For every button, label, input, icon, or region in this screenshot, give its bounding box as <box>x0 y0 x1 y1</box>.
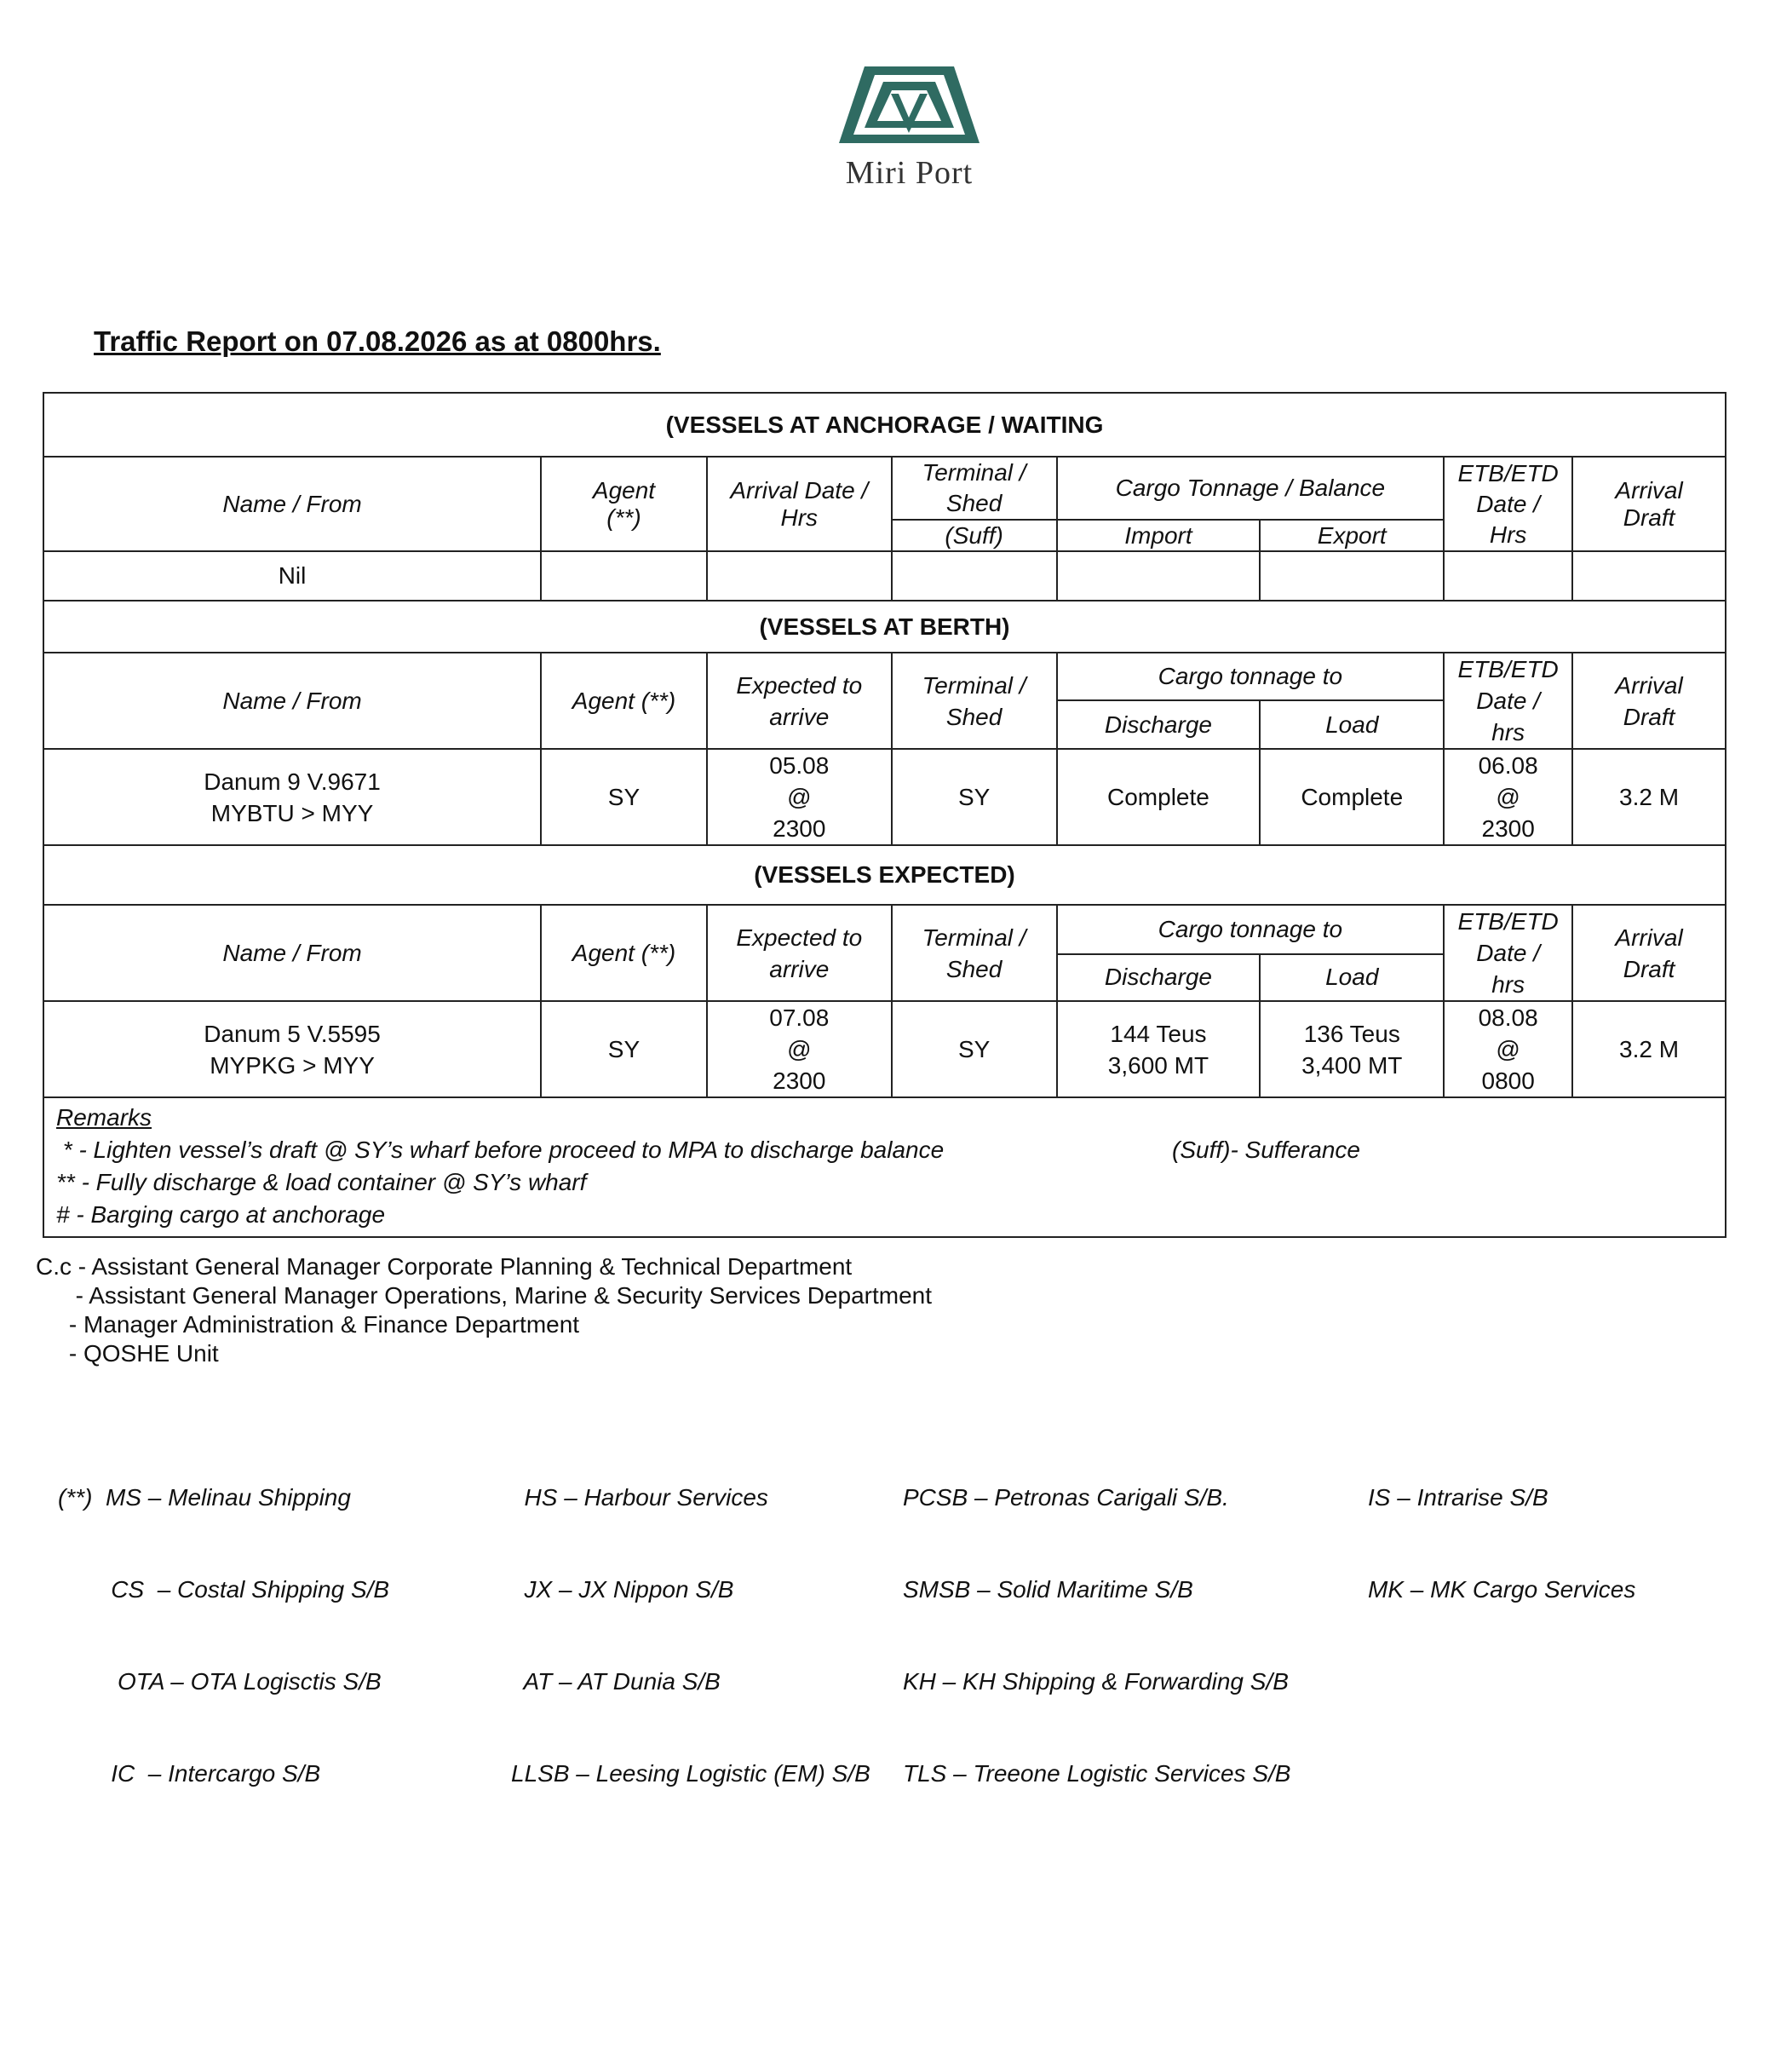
header-name: Name / From <box>43 905 541 1001</box>
anchorage-name: Nil <box>43 551 541 601</box>
header-etb: ETB/ETD Date / Hrs <box>1444 457 1572 551</box>
header-load: Load <box>1260 700 1444 749</box>
header-discharge: Discharge <box>1057 954 1261 1002</box>
legend-item: PCSB – Petronas Carigali S/B. <box>903 1484 1229 1511</box>
expected-section-header <box>43 845 1726 905</box>
header-discharge: Discharge <box>1057 700 1261 749</box>
cc-line: - QOSHE Unit <box>36 1340 219 1367</box>
vessel-load: Complete <box>1260 749 1444 845</box>
legend-column-2 <box>511 1421 870 1850</box>
vessel-agent: SY <box>541 1001 707 1097</box>
vessel-agent: SY <box>541 749 707 845</box>
vessel-draft: 3.2 M <box>1572 1001 1726 1097</box>
header-cargo: Cargo tonnage to <box>1057 905 1445 954</box>
table-row <box>43 551 1726 601</box>
remarks-title: Remarks <box>56 1104 152 1131</box>
legend-item: SMSB – Solid Maritime S/B <box>903 1576 1193 1603</box>
berth-section-header <box>43 601 1726 653</box>
remark-line-2: ** - Fully discharge & load container @ SY’s wharf <box>56 1169 587 1195</box>
miri-port-logo <box>839 66 980 203</box>
legend-item: IC – Intercargo S/B <box>58 1760 321 1787</box>
legend-item: MK – MK Cargo Services <box>1368 1576 1636 1603</box>
table-row <box>43 1001 1726 1097</box>
legend-item: IS – Intrarise S/B <box>1368 1484 1548 1511</box>
expected-heading: (VESSELS EXPECTED) <box>43 845 1726 905</box>
header-agent: Agent (**) <box>541 905 707 1001</box>
legend-item: OTA – OTA Logisctis S/B <box>58 1668 382 1695</box>
vessel-etb: 06.08 @ 2300 <box>1444 749 1572 845</box>
remark-line-1: * - Lighten vessel’s draft @ SY’s wharf before proceed to MPA to discharge balance <box>56 1137 945 1163</box>
cc-line: - Assistant General Manager Operations, Marine & Security Services Department <box>36 1282 932 1309</box>
header-name: Name / From <box>43 457 541 551</box>
vessel-terminal: SY <box>892 1001 1057 1097</box>
header-load: Load <box>1260 954 1444 1002</box>
remark-sufferance: (Suff)- Sufferance <box>1172 1137 1360 1163</box>
header-terminal: Terminal / Shed <box>892 457 1057 520</box>
vessel-name: Danum 9 V.9671 MYBTU > MYY <box>43 749 541 845</box>
header-terminal: Terminal / Shed <box>892 905 1057 1001</box>
legend-item: HS – Harbour Services <box>511 1484 768 1511</box>
remarks-row <box>43 1097 1726 1237</box>
vessel-draft: 3.2 M <box>1572 749 1726 845</box>
cc-line: - Manager Administration & Finance Department <box>36 1311 580 1338</box>
legend-column-1 <box>58 1421 389 1850</box>
header-expected: Expected to arrive <box>707 653 892 749</box>
header-export: Export <box>1260 520 1444 551</box>
remarks <box>43 1097 1726 1237</box>
remark-line-3: # - Barging cargo at anchorage <box>56 1201 386 1228</box>
miri-port-emblem-icon <box>839 66 980 147</box>
legend-column-4 <box>1368 1421 1635 1666</box>
header-name: Name / From <box>43 653 541 749</box>
header-draft: Arrival Draft <box>1572 905 1726 1001</box>
header-import: Import <box>1057 520 1261 551</box>
vessel-etb: 08.08 @ 0800 <box>1444 1001 1572 1097</box>
logo-text: Miri Port <box>845 155 974 191</box>
vessel-expected: 05.08 @ 2300 <box>707 749 892 845</box>
legend-item: TLS – Treeone Logistic Services S/B <box>903 1760 1291 1787</box>
header-cargo: Cargo tonnage to <box>1057 653 1445 700</box>
berth-heading: (VESSELS AT BERTH) <box>43 601 1726 653</box>
vessel-discharge: Complete <box>1057 749 1261 845</box>
header-terminal: Terminal / Shed <box>892 653 1057 749</box>
header-cargo: Cargo Tonnage / Balance <box>1057 457 1445 520</box>
header-draft: Arrival Draft <box>1572 653 1726 749</box>
legend-column-3 <box>903 1421 1290 1850</box>
legend-item: JX – JX Nippon S/B <box>511 1576 734 1603</box>
header-etb: ETB/ETD Date / hrs <box>1444 905 1572 1001</box>
vessel-name: Danum 5 V.5595 MYPKG > MYY <box>43 1001 541 1097</box>
table-row <box>43 749 1726 845</box>
header-etb: ETB/ETD Date / hrs <box>1444 653 1572 749</box>
cc-line: C.c - Assistant General Manager Corporate Planning & Technical Department <box>36 1253 853 1280</box>
header-draft: Arrival Draft <box>1572 457 1726 551</box>
anchorage-section-header <box>43 393 1726 457</box>
header-arrival: Arrival Date / Hrs <box>707 457 892 551</box>
vessel-terminal: SY <box>892 749 1057 845</box>
traffic-report-table <box>43 392 1726 1238</box>
cc-list <box>36 1252 932 1368</box>
legend-item: AT – AT Dunia S/B <box>511 1668 721 1695</box>
report-title: Traffic Report on 07.08.2026 as at 0800hrs. <box>94 325 661 357</box>
header-agent: Agent (**) <box>541 653 707 749</box>
vessel-discharge: 144 Teus 3,600 MT <box>1057 1001 1261 1097</box>
legend-item: KH – KH Shipping & Forwarding S/B <box>903 1668 1289 1695</box>
anchorage-heading: (VESSELS AT ANCHORAGE / WAITING <box>43 393 1726 457</box>
header-agent: Agent (**) <box>541 457 707 551</box>
header-expected: Expected to arrive <box>707 905 892 1001</box>
legend-item: (**) MS – Melinau Shipping <box>58 1484 351 1511</box>
legend-item: LLSB – Leesing Logistic (EM) S/B <box>511 1760 870 1787</box>
vessel-expected: 07.08 @ 2300 <box>707 1001 892 1097</box>
legend-item: CS – Costal Shipping S/B <box>58 1576 390 1603</box>
vessel-load: 136 Teus 3,400 MT <box>1260 1001 1444 1097</box>
header-suff: (Suff) <box>892 520 1057 551</box>
